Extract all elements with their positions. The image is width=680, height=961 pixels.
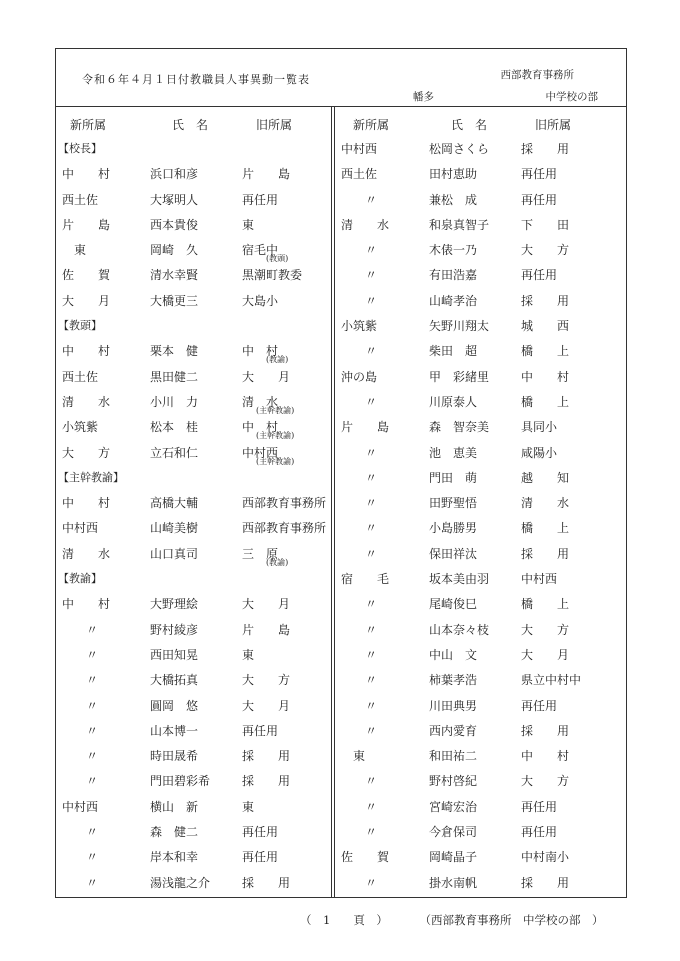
header-new-affiliation: 新所属 [70, 118, 107, 132]
new-affiliation: 〃 [365, 496, 378, 511]
right-rows [335, 136, 627, 895]
staff-name: 松本 桂 [150, 420, 199, 435]
old-affiliation: 再任用 [521, 825, 558, 840]
personnel-row [335, 313, 627, 338]
new-affiliation: 清 水 [62, 394, 111, 409]
staff-name: 保田祥汰 [429, 546, 478, 561]
old-affiliation: 採 用 [242, 774, 291, 789]
previous-role-note: (主幹教諭) [256, 405, 295, 415]
staff-name: 兼松 成 [429, 192, 478, 207]
old-affiliation: 中村西 [521, 572, 558, 587]
header-name: 氏 名 [172, 118, 209, 132]
staff-name: 大橋拓真 [150, 673, 199, 688]
new-affiliation: 西土佐 [341, 167, 378, 182]
personnel-row [56, 743, 330, 768]
section-label: 【教諭】 [58, 572, 102, 586]
office-name: 西部教育事務所 [500, 69, 574, 81]
old-affiliation: 採 用 [521, 875, 570, 890]
old-affiliation: 中村南小 [521, 850, 570, 865]
staff-name: 池 恵美 [429, 445, 478, 460]
new-affiliation: 〃 [365, 521, 378, 536]
staff-name: 有田浩嘉 [429, 268, 478, 283]
personnel-row [335, 591, 627, 616]
new-affiliation: 小筑紫 [341, 319, 378, 334]
header-new-affiliation: 新所属 [353, 118, 390, 132]
personnel-row [335, 440, 627, 465]
staff-name: 木俵一乃 [429, 243, 478, 258]
new-affiliation: 佐 賀 [62, 268, 111, 283]
staff-name: 高橋大輔 [150, 496, 199, 511]
staff-name: 尾崎俊巳 [429, 597, 478, 612]
personnel-row [335, 870, 627, 895]
personnel-row [335, 819, 627, 844]
personnel-row [56, 541, 330, 566]
personnel-row [56, 870, 330, 895]
new-affiliation: 中 村 [62, 344, 111, 359]
old-affiliation: 大 月 [242, 369, 291, 384]
old-affiliation: 下 田 [521, 217, 570, 232]
staff-name: 岡崎晶子 [429, 850, 478, 865]
old-affiliation: 大 月 [521, 647, 570, 662]
personnel-row [56, 490, 330, 515]
personnel-row [56, 338, 330, 363]
section-heading [56, 465, 330, 490]
new-affiliation: 〃 [86, 749, 99, 764]
section-label: 【校長】 [58, 142, 102, 155]
staff-name: 田野聖悟 [429, 496, 478, 511]
header-name: 氏 名 [451, 118, 488, 132]
old-affiliation: 採 用 [521, 142, 570, 156]
old-affiliation: 西部教育事務所 [242, 521, 327, 536]
staff-name: 黒田健二 [150, 369, 199, 384]
staff-name: 湯浅龍之介 [150, 875, 211, 890]
old-affiliation: 採 用 [242, 875, 291, 890]
old-affiliation: 越 知 [521, 470, 570, 485]
staff-name: 中山 文 [429, 647, 478, 662]
personnel-row [335, 389, 627, 414]
new-affiliation: 〃 [365, 875, 378, 890]
old-affiliation: 大 月 [242, 698, 291, 713]
personnel-row [56, 440, 330, 465]
staff-name: 門田 萌 [429, 470, 478, 485]
document-frame [55, 48, 627, 898]
staff-name: 山崎美樹 [150, 521, 199, 536]
old-affiliation: 中 村 [242, 344, 279, 359]
old-affiliation: 再任用 [242, 825, 279, 840]
personnel-row [56, 844, 330, 869]
old-affiliation: 大 月 [242, 597, 291, 612]
staff-name: 山本奈々枝 [429, 622, 490, 637]
personnel-row [56, 718, 330, 743]
right-column [335, 106, 627, 895]
old-affiliation: 大 方 [242, 673, 291, 688]
old-affiliation: 中 村 [242, 420, 279, 435]
staff-name: 門田碧彩希 [150, 774, 211, 789]
staff-name: 小川 力 [150, 394, 199, 409]
new-affiliation: 〃 [86, 875, 99, 890]
document-header [56, 49, 626, 107]
new-affiliation: 片 島 [62, 217, 111, 232]
new-affiliation: 〃 [365, 799, 378, 814]
personnel-row [56, 617, 330, 642]
personnel-row [335, 288, 627, 313]
new-affiliation: 清 水 [62, 546, 111, 561]
personnel-row [56, 591, 330, 616]
personnel-row [56, 237, 330, 262]
personnel-row [335, 262, 627, 287]
staff-name: 時田晟希 [150, 749, 199, 764]
new-affiliation: 〃 [86, 647, 99, 662]
page-footer [300, 912, 603, 928]
personnel-row [335, 667, 627, 692]
new-affiliation: 〃 [86, 698, 99, 713]
section-heading [56, 313, 330, 338]
new-affiliation: 〃 [365, 597, 378, 612]
old-affiliation: 再任用 [242, 723, 279, 738]
section-heading [56, 136, 330, 161]
new-affiliation: 〃 [365, 774, 378, 789]
new-affiliation: 〃 [365, 622, 378, 637]
old-affiliation: 採 用 [521, 546, 570, 561]
personnel-row [335, 364, 627, 389]
personnel-row [335, 515, 627, 540]
personnel-row [56, 819, 330, 844]
new-affiliation: 〃 [365, 647, 378, 662]
staff-name: 山口真司 [150, 546, 199, 561]
previous-role-note: (教諭) [266, 355, 289, 365]
personnel-row [335, 136, 627, 161]
previous-role-note: (教頭) [266, 254, 289, 264]
old-affiliation: 大島小 [242, 293, 279, 308]
old-affiliation: 橋 上 [521, 521, 570, 536]
personnel-row [56, 794, 330, 819]
new-affiliation: 中村西 [341, 142, 378, 156]
section-label: 【主幹教諭】 [58, 470, 124, 484]
personnel-row [335, 642, 627, 667]
staff-name: 柿葉孝浩 [429, 673, 478, 688]
old-affiliation: 東 [242, 647, 255, 662]
old-affiliation: 西部教育事務所 [242, 496, 327, 511]
staff-name: 栗本 健 [150, 344, 199, 359]
new-affiliation: 〃 [365, 192, 378, 207]
personnel-row [56, 693, 330, 718]
personnel-row [335, 338, 627, 363]
personnel-row [335, 617, 627, 642]
personnel-row [335, 541, 627, 566]
new-affiliation: 中村西 [62, 799, 99, 814]
new-affiliation: 〃 [365, 546, 378, 561]
personnel-row [56, 642, 330, 667]
staff-name: 柴田 超 [429, 344, 478, 359]
new-affiliation: 東 [341, 749, 366, 764]
new-affiliation: 〃 [365, 293, 378, 308]
personnel-row [335, 414, 627, 439]
staff-name: 大橋更三 [150, 293, 199, 308]
new-affiliation: 小筑紫 [62, 420, 99, 435]
old-affiliation: 黒潮町教委 [242, 268, 303, 283]
personnel-row [335, 768, 627, 793]
staff-name: 大野理絵 [150, 597, 199, 612]
new-affiliation: 〃 [86, 673, 99, 688]
old-affiliation: 再任用 [521, 799, 558, 814]
personnel-row [335, 465, 627, 490]
new-affiliation: 〃 [365, 673, 378, 688]
new-affiliation: 〃 [86, 850, 99, 865]
previous-role-note: (教諭) [266, 557, 289, 567]
old-affiliation: 大 方 [521, 243, 570, 258]
staff-name: 立石和仁 [150, 445, 199, 460]
staff-name: 圓岡 悠 [150, 698, 199, 713]
document-title: 令和６年４月１日付教職員人事異動一覧表 [82, 73, 310, 86]
new-affiliation: 〃 [365, 470, 378, 485]
new-affiliation: 佐 賀 [341, 850, 390, 865]
staff-name: 川田典男 [429, 698, 478, 713]
old-affiliation: 片 島 [242, 622, 291, 637]
old-affiliation: 再任用 [242, 192, 279, 207]
staff-name: 小島勝男 [429, 521, 478, 536]
section-heading [56, 566, 330, 591]
personnel-row [335, 566, 627, 591]
personnel-row [56, 768, 330, 793]
personnel-row [56, 161, 330, 186]
new-affiliation: 西土佐 [62, 192, 99, 207]
school-level: 中学校の部 [545, 91, 598, 103]
staff-name: 矢野川翔太 [429, 319, 490, 334]
old-affiliation: 片 島 [242, 167, 291, 182]
staff-name: 野村綾彦 [150, 622, 199, 637]
old-affiliation: 中 村 [521, 749, 570, 764]
new-affiliation: 〃 [365, 243, 378, 258]
old-affiliation: 三 原 [242, 546, 279, 561]
personnel-row [335, 212, 627, 237]
old-affiliation: 再任用 [521, 698, 558, 713]
old-affiliation: 採 用 [521, 293, 570, 308]
new-affiliation: 〃 [365, 394, 378, 409]
old-affiliation: 採 用 [521, 723, 570, 738]
old-affiliation: 橋 上 [521, 344, 570, 359]
personnel-row [335, 844, 627, 869]
new-affiliation: 〃 [86, 825, 99, 840]
staff-name: 和田祐二 [429, 749, 478, 764]
new-affiliation: 〃 [86, 774, 99, 789]
old-affiliation: 清 水 [242, 394, 279, 409]
new-affiliation: 〃 [365, 825, 378, 840]
staff-name: 浜口和彦 [150, 167, 199, 182]
personnel-row [56, 262, 330, 287]
old-affiliation: 橋 上 [521, 394, 570, 409]
previous-role-note: (主幹教諭) [256, 431, 295, 441]
staff-name: 坂本美由羽 [429, 572, 490, 587]
left-column [56, 106, 330, 895]
staff-name: 清水幸賢 [150, 268, 199, 283]
staff-name: 川原泰人 [429, 394, 478, 409]
new-affiliation: 宿 毛 [341, 572, 390, 587]
column-header [56, 106, 330, 136]
new-affiliation: 沖の島 [341, 369, 378, 384]
old-affiliation: 大 方 [521, 622, 570, 637]
old-affiliation: 東 [242, 217, 255, 232]
personnel-row [56, 667, 330, 692]
new-affiliation: 〃 [365, 268, 378, 283]
new-affiliation: 片 島 [341, 420, 390, 435]
new-affiliation: 東 [62, 243, 87, 258]
new-affiliation: 〃 [86, 622, 99, 637]
page-number: （ 1 頁 ） [300, 913, 388, 927]
staff-name: 甲 彩緒里 [429, 369, 490, 384]
old-affiliation: 城 西 [521, 319, 570, 334]
previous-role-note: (主幹教諭) [256, 456, 295, 466]
staff-name: 西本貴俊 [150, 217, 199, 232]
staff-name: 今倉保司 [429, 825, 478, 840]
old-affiliation: 中 村 [521, 369, 570, 384]
staff-name: 山崎孝治 [429, 293, 478, 308]
old-affiliation: 県立中村中 [521, 673, 582, 688]
new-affiliation: 大 方 [62, 445, 111, 460]
old-affiliation: 再任用 [521, 167, 558, 182]
personnel-row [335, 794, 627, 819]
personnel-row [56, 212, 330, 237]
staff-name: 森 健二 [150, 825, 199, 840]
personnel-row [56, 288, 330, 313]
staff-name: 山本博一 [150, 723, 199, 738]
old-affiliation: 咸陽小 [521, 445, 558, 460]
staff-name: 大塚明人 [150, 192, 199, 207]
staff-name: 掛水南帆 [429, 875, 478, 890]
staff-name: 宮崎宏治 [429, 799, 478, 814]
new-affiliation: 〃 [365, 723, 378, 738]
new-affiliation: 中 村 [62, 167, 111, 182]
new-affiliation: 〃 [365, 445, 378, 460]
staff-name: 横山 新 [150, 799, 199, 814]
old-affiliation: 採 用 [242, 749, 291, 764]
staff-name: 岸本和幸 [150, 850, 199, 865]
personnel-row [56, 414, 330, 439]
header-old-affiliation: 旧所属 [535, 118, 572, 132]
old-affiliation: 再任用 [242, 850, 279, 865]
old-affiliation: 清 水 [521, 496, 570, 511]
footer-office: （西部教育事務所 中学校の部 ） [419, 913, 604, 927]
new-affiliation: 清 水 [341, 217, 390, 232]
personnel-row [335, 490, 627, 515]
column-header [335, 106, 627, 136]
header-old-affiliation: 旧所属 [256, 118, 293, 132]
staff-name: 野村啓紀 [429, 774, 478, 789]
new-affiliation: 中 村 [62, 597, 111, 612]
new-affiliation: 中村西 [62, 521, 99, 536]
staff-name: 西内愛育 [429, 723, 478, 738]
region-name: 幡多 [413, 91, 434, 103]
personnel-row [56, 389, 330, 414]
new-affiliation: 西土佐 [62, 369, 99, 384]
new-affiliation: 大 月 [62, 293, 111, 308]
staff-name: 松岡さくら [429, 142, 490, 156]
personnel-row [335, 743, 627, 768]
old-affiliation: 宿毛中 [242, 243, 279, 258]
old-affiliation: 再任用 [521, 192, 558, 207]
personnel-row [56, 187, 330, 212]
new-affiliation: 〃 [365, 698, 378, 713]
old-affiliation: 再任用 [521, 268, 558, 283]
old-affiliation: 具同小 [521, 420, 558, 435]
personnel-row [335, 693, 627, 718]
old-affiliation: 大 方 [521, 774, 570, 789]
old-affiliation: 橋 上 [521, 597, 570, 612]
personnel-row [335, 187, 627, 212]
new-affiliation: 中 村 [62, 496, 111, 511]
staff-name: 田村恵助 [429, 167, 478, 182]
staff-name: 西田知晃 [150, 647, 199, 662]
new-affiliation: 〃 [86, 723, 99, 738]
staff-name: 岡崎 久 [150, 243, 199, 258]
personnel-row [335, 237, 627, 262]
left-rows [56, 136, 330, 895]
section-label: 【教頭】 [58, 319, 102, 333]
personnel-row [335, 161, 627, 186]
old-affiliation: 中村西 [242, 445, 279, 460]
old-affiliation: 東 [242, 799, 255, 814]
personnel-row [56, 515, 330, 540]
staff-name: 和泉真智子 [429, 217, 490, 232]
new-affiliation: 〃 [365, 344, 378, 359]
personnel-row [335, 718, 627, 743]
personnel-row [56, 364, 330, 389]
staff-name: 森 智奈美 [429, 420, 490, 435]
